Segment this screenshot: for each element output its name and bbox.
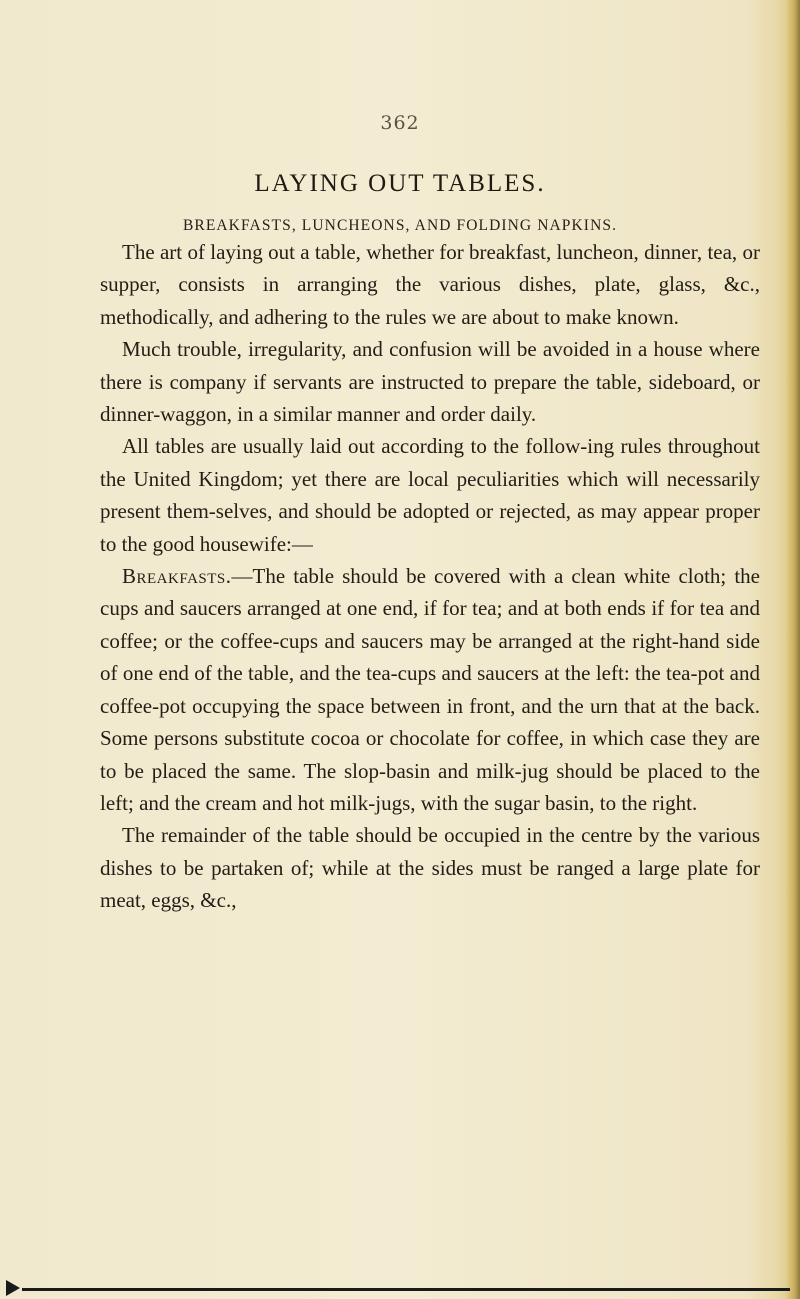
paragraph-breakfasts <box>100 560 760 819</box>
section-subtitle: BREAKFASTS, LUNCHEONS, AND FOLDING NAPKINS. <box>182 217 618 234</box>
margin-marker <box>6 1280 20 1296</box>
breakfasts-heading: Breakfasts. <box>122 564 232 589</box>
bottom-rule <box>22 1288 790 1291</box>
paragraph-rules: All tables are usually laid out according to the follow-ing rules throughout the United Kingdom; yet there are local peculiarities which will necessarily present them-selves, and should be adopted or rejected, as may appear proper to the good housewife:— <box>100 434 760 556</box>
page-title: LAYING OUT TABLES. <box>254 170 546 197</box>
page-number: 362 <box>380 112 420 134</box>
paragraph-closing: The remainder of the table should be occupied in the centre by the various dishes to be partaken of; while at the sides must be ranged a large plate for meat, eggs, &c., <box>100 823 760 913</box>
paragraph-trouble: Much trouble, irregularity, and confusion will be avoided in a house where there is company if servants are instructed to prepare the table, sideboard, or dinner-waggon, in a similar manner and order daily. <box>100 337 760 427</box>
paragraph-intro: The art of laying out a table, whether for breakfast, luncheon, dinner, tea, or supper, consists in arranging the various dishes, plate, glass, &c., methodically, and adhering to the rules we are about to make known. <box>100 240 760 329</box>
breakfasts-text: —The table should be covered with a clean white cloth; the cups and saucers arranged at one end, if for tea; and at both ends if for tea and coffee; or the coffee-cups and saucers may be arranged at the right-hand side of one end of the table, and the tea-cups and saucers at the left: the tea-pot and coffee-pot occupying the space between in front, and the urn that at the back. Some persons substitute cocoa or chocolate for coffee, in which case they are to be placed the same. The slop-basin and milk-jug should be placed to the left; and the cream and hot milk-jugs, with the sugar basin, to the right. <box>100 564 760 815</box>
body-text <box>100 236 760 917</box>
